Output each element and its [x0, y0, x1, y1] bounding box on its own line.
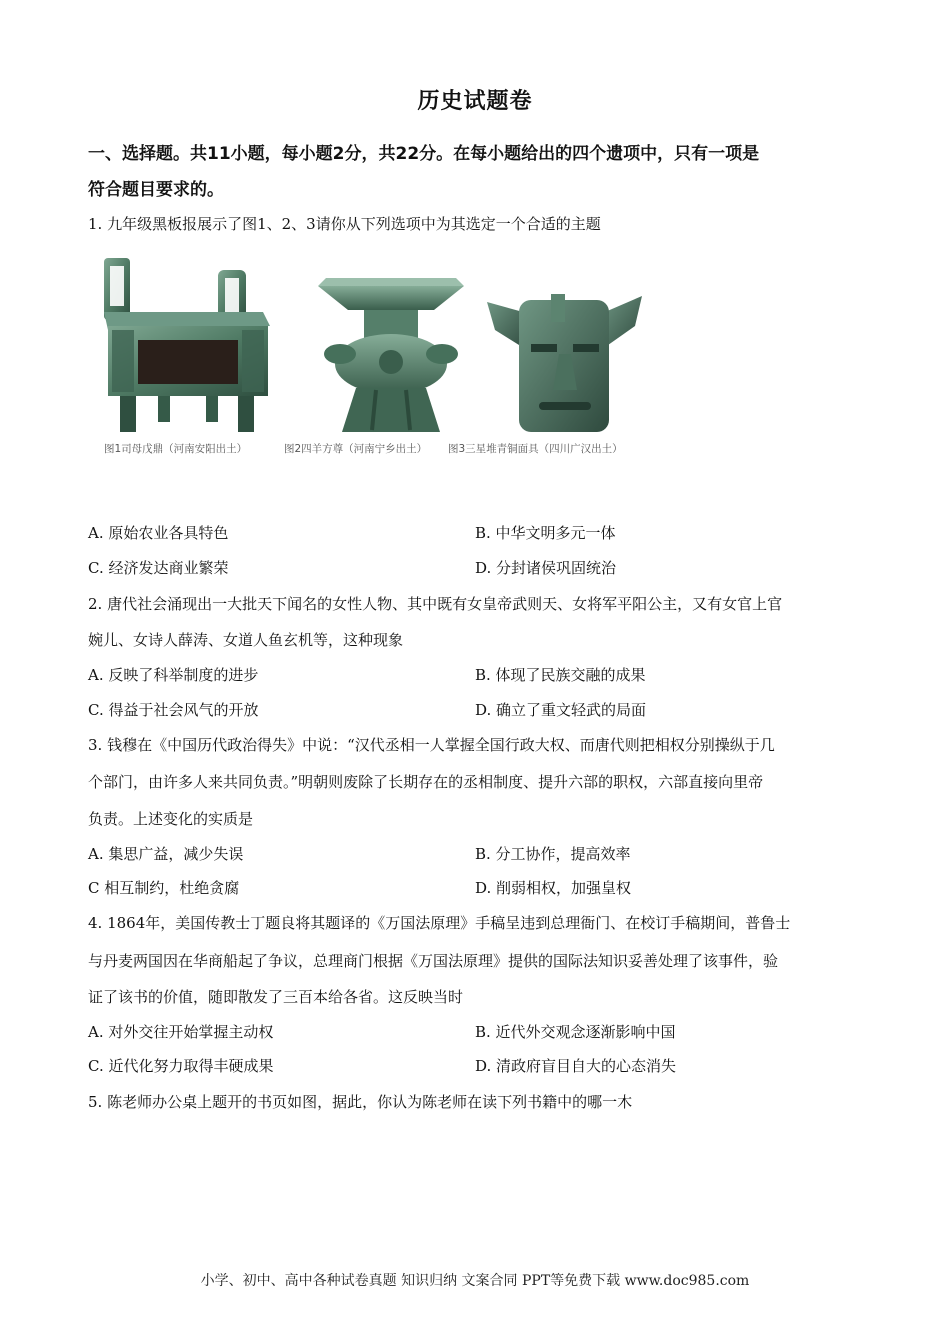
- q3-option-c: C 相互制约，杜绝贪腐: [88, 879, 240, 897]
- q2-option-c: C. 得益于社会风气的开放: [88, 701, 259, 719]
- figure-1-ding: [98, 252, 273, 440]
- q1-option-c: C. 经济发达商业繁荣: [88, 559, 229, 577]
- q4-option-d: D. 清政府盲目自大的心态消失: [475, 1057, 677, 1075]
- question-1-text: 1. 九年级黑板报展示了图1、2、3请你从下列选项中为其选定一个合适的主题: [88, 215, 601, 233]
- question-2-line-1: 2. 唐代社会涌现出一大批天下闻名的女性人物、其中既有女皇帝武则天、女将军平阳公主，又有女官上官: [88, 595, 783, 613]
- q2-option-a: A. 反映了科举制度的进步: [88, 666, 259, 684]
- figure-2-caption: 图2四羊方尊（河南宁乡出土）: [284, 443, 428, 455]
- question-4-line-3: 证了该书的价值，随即散发了三百本给各省。这反映当时: [88, 988, 464, 1006]
- q3-option-b: B. 分工协作，提高效率: [475, 845, 631, 863]
- page-title: 历史试题卷: [417, 89, 533, 114]
- figure-3-mask: [487, 290, 642, 440]
- q1-option-d: D. 分封诸侯巩固统治: [475, 559, 617, 577]
- section-heading-line-2: 符合题目要求的。: [88, 180, 224, 200]
- question-4-line-1: 4. 1864年，美国传教士丁题良将其题译的《万国法原理》手稿呈违到总理衙门、在校订手稿期间，普鲁士: [88, 914, 791, 932]
- q4-option-c: C. 近代化努力取得丰硬成果: [88, 1057, 274, 1075]
- figure-3-caption: 图3三星堆青铜面具（四川广汉出土）: [448, 443, 623, 455]
- q2-option-b: B. 体现了民族交融的成果: [475, 666, 646, 684]
- section-heading: [88, 136, 860, 208]
- q2-option-d: D. 确立了重文轻武的局面: [475, 701, 647, 719]
- q4-option-b: B. 近代外交观念逐渐影响中国: [475, 1023, 676, 1041]
- figure-2-zun: [316, 270, 466, 438]
- q1-option-a: A. 原始农业各具特色: [88, 524, 229, 542]
- question-3-line-2: 个部门，由许多人来共同负责。”明朝则废除了长期存在的丞相制度、提升六部的职权，六部直接向里帝: [88, 773, 764, 791]
- page-footer: 小学、初中、高中各种试卷真题 知识归纳 文案合同 PPT等免费下载 www.doc985.com: [200, 1273, 750, 1289]
- question-5-text: 5. 陈老师办公桌上题开的书页如图，据此，你认为陈老师在读下列书籍中的哪一木: [88, 1093, 633, 1111]
- q3-option-a: A. 集思广益，减少失误: [88, 845, 244, 863]
- section-heading-line-1: 一、选择题。共11小题，每小题2分，共22分。在每小题给出的四个遗项中，只有一项是: [88, 144, 760, 164]
- q1-option-b: B. 中华文明多元一体: [475, 524, 616, 542]
- question-4-line-2: 与丹麦两国因在华商船起了争议，总理商门根据《万国法原理》提供的国际法知识妥善处理了该事件，验: [88, 952, 779, 970]
- figure-1-caption: 图1司母戊鼎（河南安阳出土）: [104, 443, 248, 455]
- q4-option-a: A. 对外交往开始掌握主动权: [88, 1023, 274, 1041]
- question-3-line-3: 负责。上述变化的实质是: [88, 810, 254, 828]
- question-2-line-2: 婉儿、女诗人薛涛、女道人鱼玄机等，这种现象: [88, 631, 404, 649]
- question-3-line-1: 3. 钱穆在《中国历代政治得失》中说：“汉代丞相一人掌握全国行政大权、而唐代则把相权分别操纵于几: [88, 736, 775, 754]
- q3-option-d: D. 削弱相权，加强皇权: [475, 879, 632, 897]
